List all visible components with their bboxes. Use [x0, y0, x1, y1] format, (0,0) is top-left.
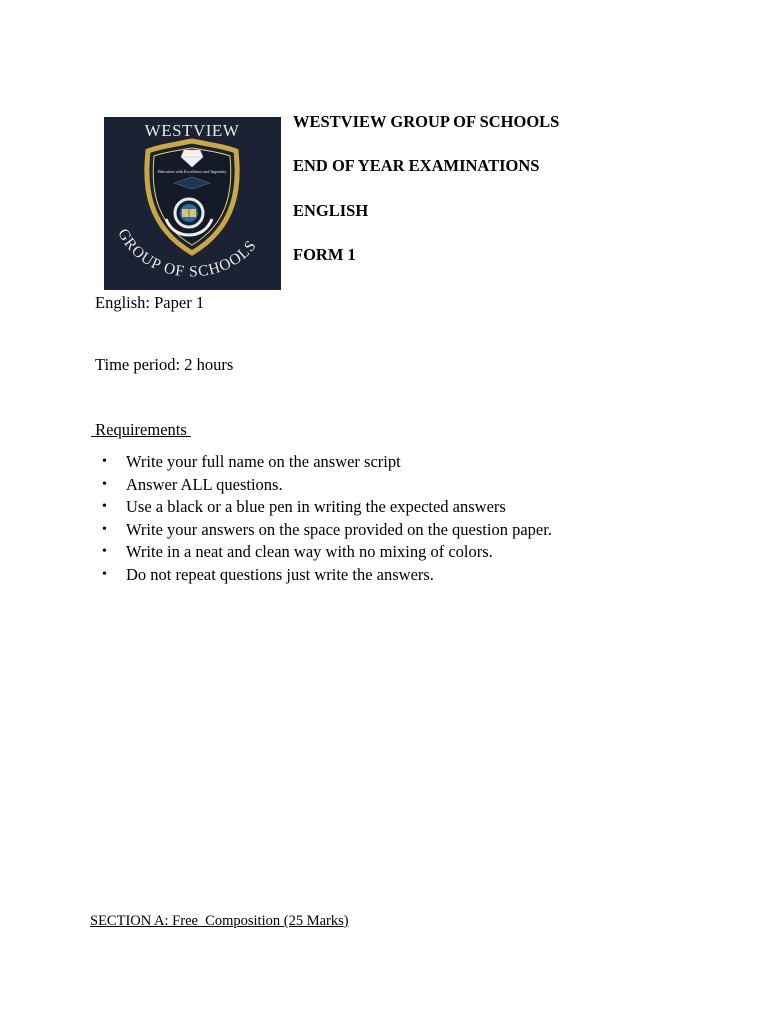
- list-item: [100, 451, 552, 474]
- logo-top-text: WESTVIEW: [144, 121, 240, 140]
- requirement-text: Use a black or a blue pen in writing the expected answers: [126, 497, 506, 517]
- list-item: [100, 564, 552, 587]
- school-logo: [104, 117, 281, 290]
- paper-name: English: Paper 1: [95, 293, 205, 312]
- logo-motto: Education with Excellence and Ingenuity: [157, 169, 227, 174]
- bullet-icon: •: [102, 521, 107, 537]
- bullet-icon: •: [102, 476, 107, 492]
- requirement-text: Write your answers on the space provided on the question paper.: [126, 519, 552, 539]
- school-name: WESTVIEW GROUP OF SCHOOLS: [293, 112, 560, 131]
- list-item: [100, 474, 552, 497]
- time-period: Time period: 2 hours: [95, 355, 234, 374]
- exam-title: END OF YEAR EXAMINATIONS: [293, 156, 540, 175]
- bullet-icon: •: [102, 566, 107, 582]
- subject-title: ENGLISH: [293, 201, 369, 220]
- requirement-text: Answer ALL questions.: [126, 474, 283, 494]
- list-item: [100, 496, 552, 519]
- logo-arc-text: GROUP OF SCHOOLS: [114, 225, 261, 281]
- bullet-icon: •: [102, 544, 107, 560]
- section-a-heading: SECTION A: Free Composition (25 Marks): [90, 913, 349, 929]
- list-item: [100, 541, 552, 564]
- school-crest-icon: [104, 117, 281, 290]
- requirement-text: Write your full name on the answer script: [126, 452, 401, 471]
- bullet-icon: •: [102, 499, 107, 515]
- requirements-list: [100, 451, 552, 587]
- requirements-heading: Requirements: [91, 420, 191, 439]
- requirement-text: Write in a neat and clean way with no mixing of colors.: [126, 542, 493, 562]
- bullet-icon: •: [102, 454, 107, 469]
- form-title: FORM 1: [293, 245, 356, 264]
- requirement-text: Do not repeat questions just write the answers.: [126, 564, 434, 584]
- list-item: [100, 519, 552, 542]
